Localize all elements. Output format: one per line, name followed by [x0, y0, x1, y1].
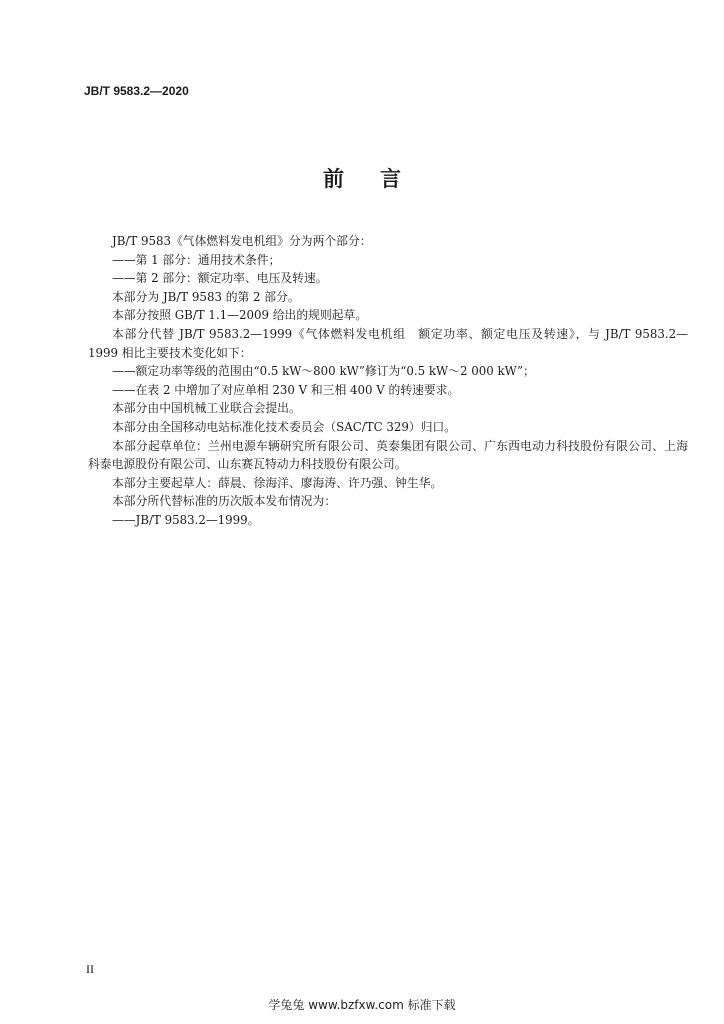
paragraph-drafting-rules: 本部分按照 GB/T 1.1—2009 给出的规则起草。 — [112, 308, 368, 323]
paragraph-this-part: 本部分为 JB/T 9583 的第 2 部分。 — [112, 289, 300, 304]
paragraph-proposed-by: 本部分由中国机械工业联合会提出。 — [112, 401, 301, 416]
paragraph-parts-intro: JB/T 9583《气体燃料发电机组》分为两个部分： — [112, 234, 372, 248]
foreword-body — [88, 232, 688, 530]
paragraph-part-2: ——第 2 部分：额定功率、电压及转速。 — [112, 271, 328, 286]
title-char-2: 言 — [380, 167, 401, 191]
footer-watermark: 学兔兔 www.bzfxw.com 标准下载 — [268, 998, 456, 1012]
paragraph-under-jurisdiction: 本部分由全国移动电站标准化技术委员会（SAC/TC 329）归口。 — [112, 419, 457, 434]
page-title — [0, 163, 724, 193]
paragraph-drafting-units: 本部分起草单位：兰州电源车辆研究所有限公司、英泰集团有限公司、广东西电动力科技股份有限公司、上海科泰电源股份有限公司、山东赛瓦特动力科技股份有限公司。 — [88, 438, 688, 472]
title-char-1: 前 — [323, 167, 344, 191]
paragraph-history-intro: 本部分所代替标准的历次版本发布情况为： — [112, 494, 337, 509]
paragraph-part-1: ——第 1 部分：通用技术条件； — [112, 252, 281, 267]
paragraph-replaces: 本部分代替 JB/T 9583.2—1999《气体燃料发电机组 额定功率、额定电压及转速》，与 JB/T 9583.2—1999 相比主要技术变化如下： — [88, 326, 688, 360]
page-number: II — [86, 962, 94, 976]
paragraph-change-1: ——额定功率等级的范围由“0.5 kW～800 kW”修订为“0.5 kW～2 000 kW”； — [112, 364, 535, 379]
paragraph-change-2: ——在表 2 中增加了对应单相 230 V 和三相 400 V 的转速要求。 — [112, 382, 460, 397]
standard-code: JB/T 9583.2—2020 — [84, 84, 189, 98]
paragraph-history-item: ——JB/T 9583.2—1999。 — [112, 512, 260, 527]
paragraph-drafters: 本部分主要起草人：薛晨、徐海洋、廖海涛、许乃强、钟生华。 — [112, 475, 443, 490]
